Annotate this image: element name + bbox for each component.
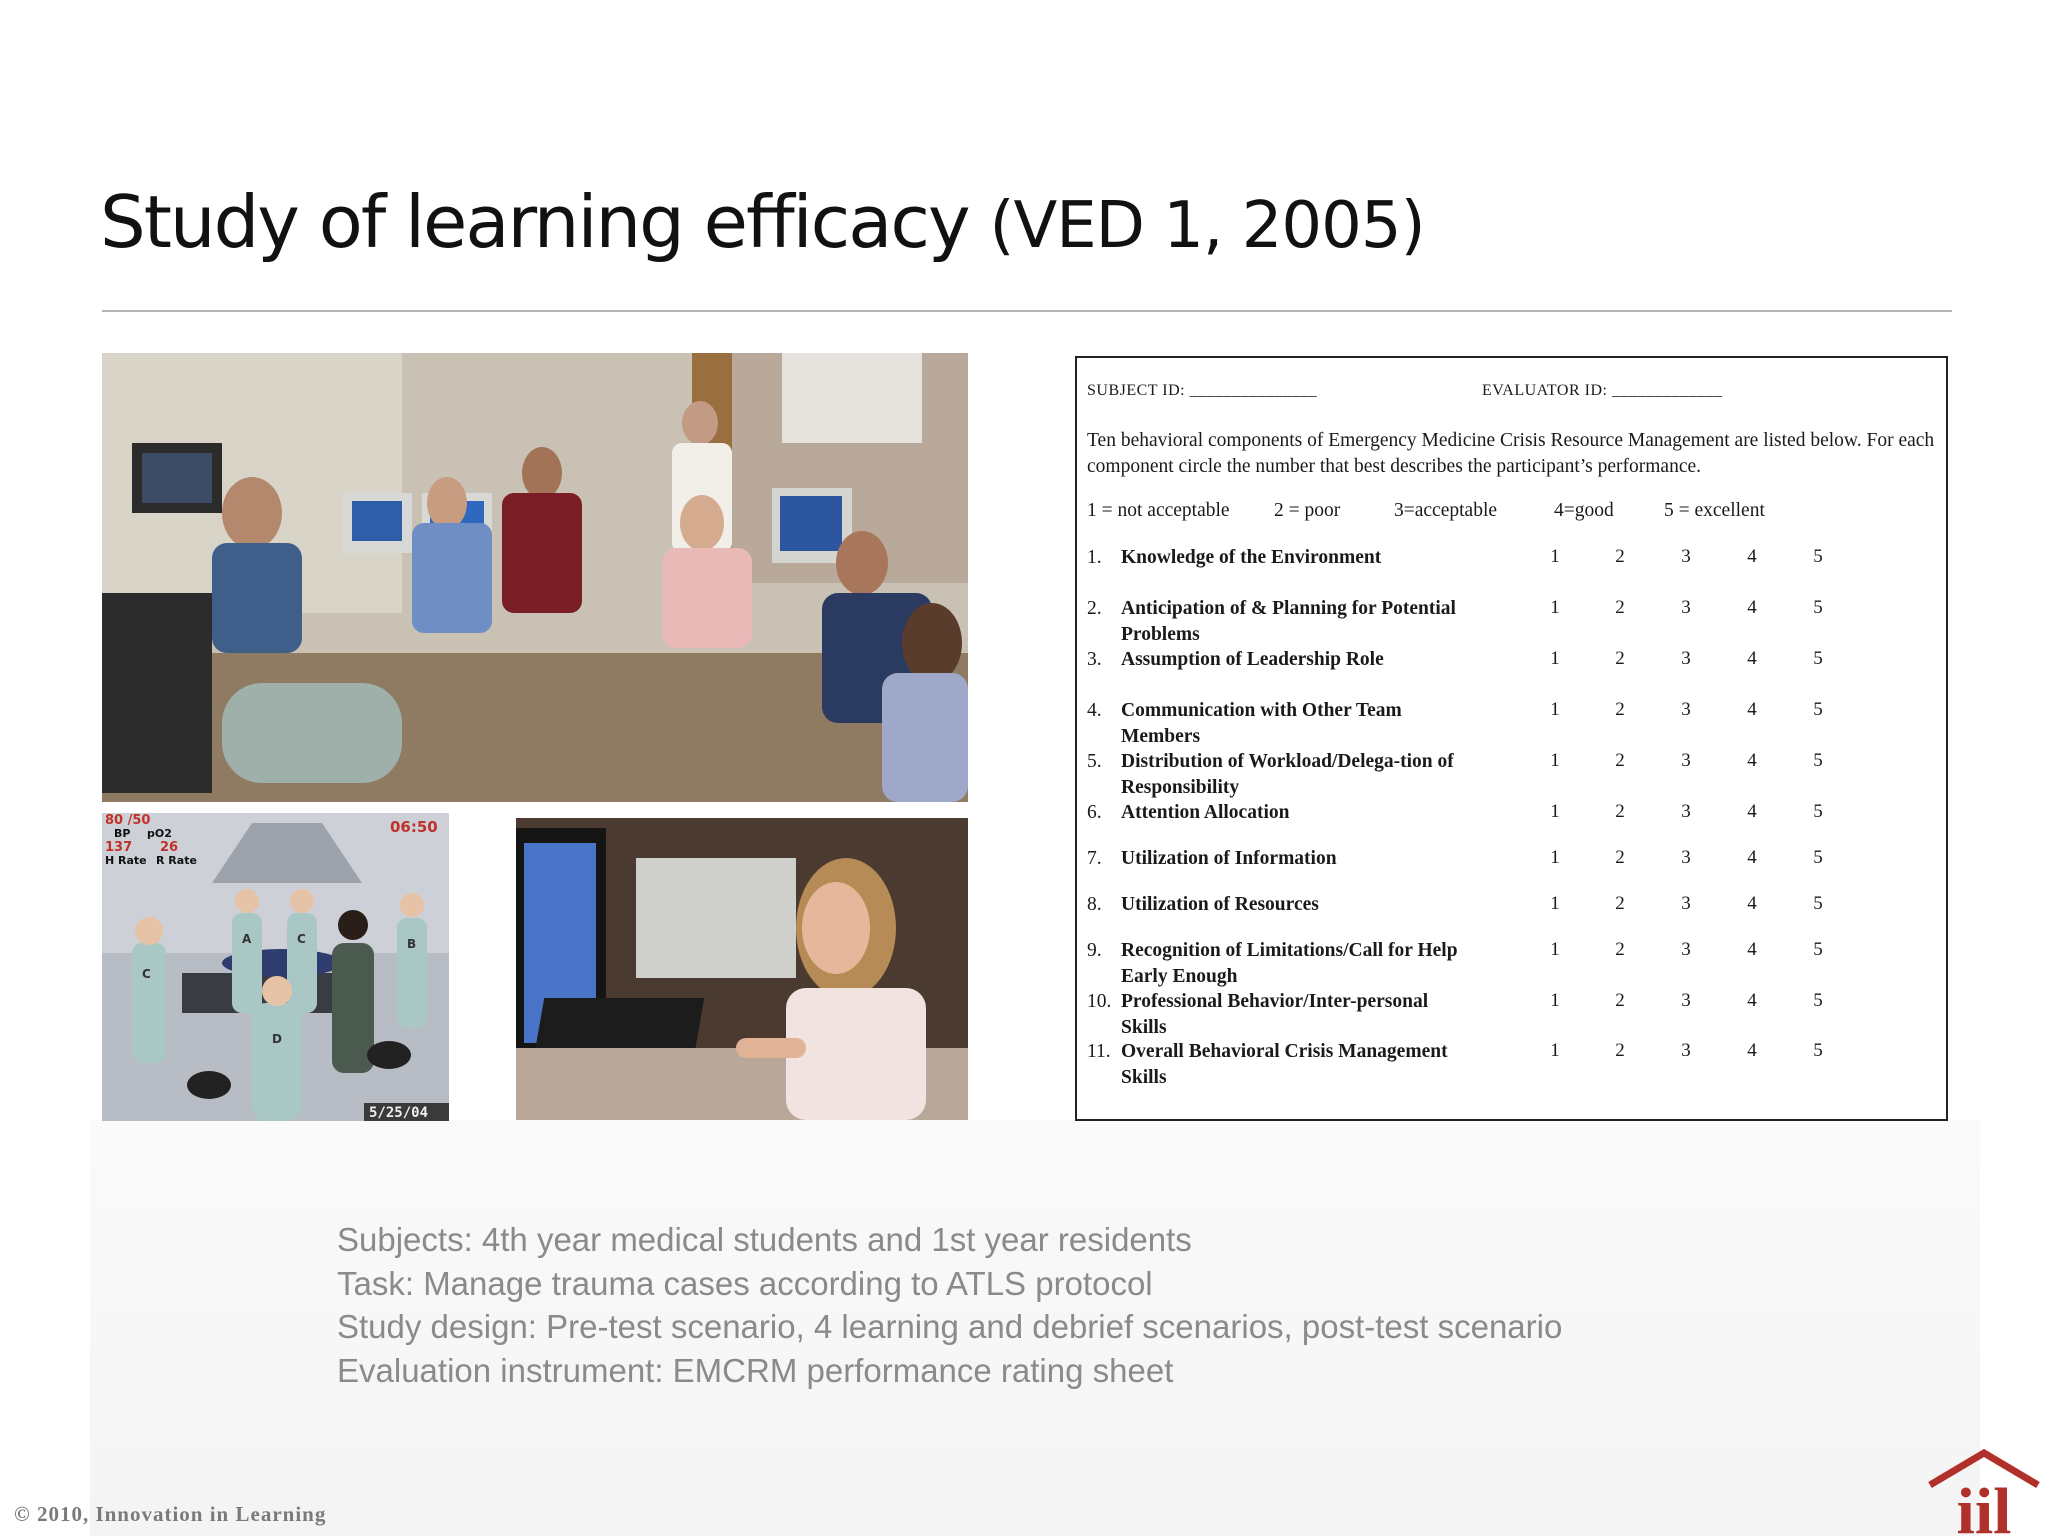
score-option-5[interactable]: 5 bbox=[1813, 597, 1823, 618]
avatar-letter-c2: C bbox=[142, 967, 151, 981]
score-option-1[interactable]: 1 bbox=[1550, 939, 1560, 960]
score-option-3[interactable]: 3 bbox=[1681, 893, 1691, 914]
score-option-1[interactable]: 1 bbox=[1550, 648, 1560, 669]
rating-item-4 bbox=[1087, 698, 1487, 750]
rating-item-label: Assumption of Leadership Role bbox=[1121, 649, 1384, 670]
score-option-3[interactable]: 3 bbox=[1681, 990, 1691, 1011]
rating-item-label: Overall Behavioral Crisis Management Skills bbox=[1121, 1041, 1448, 1088]
rating-item-number: 2. bbox=[1087, 598, 1102, 619]
scale-3: 3=acceptable bbox=[1394, 500, 1498, 521]
virtual-er-avatars-image bbox=[102, 813, 449, 1121]
rating-item-1 bbox=[1087, 545, 1487, 571]
score-option-4[interactable]: 4 bbox=[1747, 699, 1757, 720]
rating-item-6 bbox=[1087, 800, 1487, 826]
slide-title bbox=[100, 180, 1425, 264]
score-option-3[interactable]: 3 bbox=[1681, 1040, 1691, 1061]
score-option-5[interactable]: 5 bbox=[1813, 990, 1823, 1011]
score-option-1[interactable]: 1 bbox=[1550, 546, 1560, 567]
avatar-letter-c: C bbox=[297, 932, 306, 946]
score-option-4[interactable]: 4 bbox=[1747, 847, 1757, 868]
scale-5: 5 = excellent bbox=[1664, 500, 1765, 521]
score-option-4[interactable]: 4 bbox=[1747, 893, 1757, 914]
scale-2: 2 = poor bbox=[1274, 500, 1341, 521]
score-option-4[interactable]: 4 bbox=[1747, 648, 1757, 669]
rating-item-number: 7. bbox=[1087, 848, 1102, 869]
avatar-letter-d: D bbox=[272, 1032, 282, 1046]
copyright-notice: © 2010, Innovation in Learning bbox=[14, 1502, 327, 1526]
score-option-3[interactable]: 3 bbox=[1681, 847, 1691, 868]
rating-item-number: 10. bbox=[1087, 991, 1112, 1012]
score-option-3[interactable]: 3 bbox=[1681, 939, 1691, 960]
rating-item-8 bbox=[1087, 892, 1487, 918]
rating-item-label: Communication with Other Team Members bbox=[1121, 700, 1402, 747]
avatar-letter-a: A bbox=[242, 932, 252, 946]
score-option-2[interactable]: 2 bbox=[1615, 990, 1625, 1011]
rating-item-label: Attention Allocation bbox=[1121, 802, 1290, 823]
score-option-3[interactable]: 3 bbox=[1681, 546, 1691, 567]
rating-item-number: 11. bbox=[1087, 1041, 1111, 1062]
rating-item-label: Utilization of Resources bbox=[1121, 894, 1319, 915]
score-option-2[interactable]: 2 bbox=[1615, 648, 1625, 669]
score-option-4[interactable]: 4 bbox=[1747, 597, 1757, 618]
score-option-4[interactable]: 4 bbox=[1747, 750, 1757, 771]
score-option-2[interactable]: 2 bbox=[1615, 699, 1625, 720]
bp-value: 80 /50 bbox=[105, 813, 151, 828]
score-option-1[interactable]: 1 bbox=[1550, 699, 1560, 720]
bullet-study-design: Study design: Pre-test scenario, 4 learning and debrief scenarios, post-test scenario bbox=[337, 1308, 1563, 1345]
score-option-2[interactable]: 2 bbox=[1615, 847, 1625, 868]
score-option-4[interactable]: 4 bbox=[1747, 990, 1757, 1011]
rr-label: R Rate bbox=[156, 854, 197, 867]
date-stamp: 5/25/04 bbox=[369, 1105, 429, 1121]
score-option-1[interactable]: 1 bbox=[1550, 1040, 1560, 1061]
rating-item-5 bbox=[1087, 749, 1487, 801]
rating-item-11 bbox=[1087, 1039, 1487, 1091]
hr-value: 137 bbox=[105, 840, 133, 855]
bp-label: BP bbox=[114, 827, 131, 840]
rating-item-number: 6. bbox=[1087, 802, 1102, 823]
bullet-evaluation: Evaluation instrument: EMCRM performance rating sheet bbox=[337, 1351, 1174, 1389]
rr-value: 26 bbox=[160, 840, 179, 855]
score-option-5[interactable]: 5 bbox=[1813, 1040, 1823, 1061]
score-option-3[interactable]: 3 bbox=[1681, 801, 1691, 822]
score-option-5[interactable]: 5 bbox=[1813, 750, 1823, 771]
rating-item-10 bbox=[1087, 989, 1487, 1041]
score-option-1[interactable]: 1 bbox=[1550, 893, 1560, 914]
rating-item-number: 9. bbox=[1087, 940, 1102, 961]
rating-item-label: Knowledge of the Environment bbox=[1121, 547, 1382, 568]
rating-item-label: Recognition of Limitations/Call for Help Early Enough bbox=[1121, 940, 1458, 987]
score-option-1[interactable]: 1 bbox=[1550, 801, 1560, 822]
operator-headset-photo bbox=[516, 818, 968, 1120]
rating-item-label: Utilization of Information bbox=[1121, 848, 1337, 869]
title-paren: (VED 1, 2005) bbox=[989, 189, 1425, 263]
rating-item-number: 5. bbox=[1087, 751, 1102, 772]
score-option-2[interactable]: 2 bbox=[1615, 1040, 1625, 1061]
rating-item-7 bbox=[1087, 846, 1487, 872]
bullet-task: Task: Manage trauma cases according to ATLS protocol bbox=[337, 1264, 1153, 1302]
hr-label: H Rate bbox=[105, 854, 147, 867]
title-divider bbox=[102, 310, 1952, 312]
evaluator-id-field: EVALUATOR ID: _____________ bbox=[1482, 382, 1723, 399]
score-option-4[interactable]: 4 bbox=[1747, 801, 1757, 822]
score-option-3[interactable]: 3 bbox=[1681, 699, 1691, 720]
team-meeting-photo bbox=[102, 353, 968, 802]
score-option-5[interactable]: 5 bbox=[1813, 847, 1823, 868]
rating-item-number: 3. bbox=[1087, 649, 1102, 670]
rating-item-9 bbox=[1087, 938, 1487, 990]
bullet-subjects: Subjects: 4th year medical students and 1st year residents bbox=[337, 1221, 1192, 1258]
score-option-5[interactable]: 5 bbox=[1813, 939, 1823, 960]
emcrm-rating-sheet bbox=[1075, 356, 1948, 1121]
score-option-4[interactable]: 4 bbox=[1747, 1040, 1757, 1061]
score-option-3[interactable]: 3 bbox=[1681, 597, 1691, 618]
score-option-2[interactable]: 2 bbox=[1615, 597, 1625, 618]
title-main: Study of learning efficacy bbox=[100, 180, 969, 264]
rating-item-label: Distribution of Workload/Delega-tion of Responsibility bbox=[1121, 751, 1454, 798]
rating-item-number: 1. bbox=[1087, 547, 1102, 568]
rating-item-number: 4. bbox=[1087, 700, 1102, 721]
scale-1: 1 = not acceptable bbox=[1087, 500, 1230, 521]
form-instructions: Ten behavioral components of Emergency Medicine Crisis Resource Management are listed below. For each component circle the number that best describes the participant’s performance. bbox=[1087, 430, 1935, 477]
score-option-3[interactable]: 3 bbox=[1681, 750, 1691, 771]
score-option-1[interactable]: 1 bbox=[1550, 847, 1560, 868]
score-option-2[interactable]: 2 bbox=[1615, 801, 1625, 822]
score-option-2[interactable]: 2 bbox=[1615, 939, 1625, 960]
score-option-4[interactable]: 4 bbox=[1747, 939, 1757, 960]
score-option-3[interactable]: 3 bbox=[1681, 648, 1691, 669]
logo-text: iil bbox=[1956, 1475, 2012, 1536]
po2-label: pO2 bbox=[147, 827, 172, 840]
rating-item-3 bbox=[1087, 647, 1487, 673]
rating-item-2 bbox=[1087, 596, 1487, 648]
score-option-1[interactable]: 1 bbox=[1550, 990, 1560, 1011]
score-option-2[interactable]: 2 bbox=[1615, 546, 1625, 567]
rating-item-number: 8. bbox=[1087, 894, 1102, 915]
scale-4: 4=good bbox=[1554, 500, 1614, 521]
score-option-1[interactable]: 1 bbox=[1550, 750, 1560, 771]
score-option-5[interactable]: 5 bbox=[1813, 648, 1823, 669]
score-option-2[interactable]: 2 bbox=[1615, 893, 1625, 914]
study-details bbox=[337, 1218, 1562, 1392]
score-option-5[interactable]: 5 bbox=[1813, 546, 1823, 567]
subject-id-field: SUBJECT ID: _______________ bbox=[1087, 382, 1318, 399]
score-option-1[interactable]: 1 bbox=[1550, 597, 1560, 618]
score-option-5[interactable]: 5 bbox=[1813, 893, 1823, 914]
avatar-letter-b: B bbox=[407, 937, 417, 951]
clock-display: 06:50 bbox=[390, 818, 438, 836]
score-option-5[interactable]: 5 bbox=[1813, 801, 1823, 822]
score-option-4[interactable]: 4 bbox=[1747, 546, 1757, 567]
rating-item-label: Anticipation of & Planning for Potential Problems bbox=[1121, 598, 1456, 645]
iil-logo bbox=[1920, 1445, 2048, 1536]
score-option-5[interactable]: 5 bbox=[1813, 699, 1823, 720]
rating-item-label: Professional Behavior/Inter-personal Skills bbox=[1121, 991, 1429, 1038]
score-option-2[interactable]: 2 bbox=[1615, 750, 1625, 771]
